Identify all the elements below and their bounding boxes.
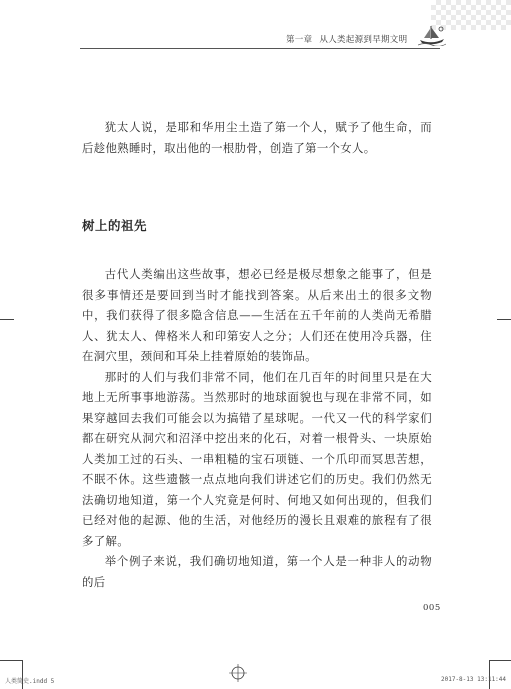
sailboat-icon — [418, 24, 446, 46]
running-header — [286, 33, 418, 45]
paragraph: 古代人类编出这些故事，想必已经是极尽想象之能事了，但是很多事情还是要回到当时才能找到答案。从后来出土的很多文物中，我们获得了很多隐含信息——生活在五千年前的人类尚无希腊人、犹太人、俾格米人和印第安人之分；人们还在使用冷兵器，住在洞穴里，颈间和耳朵上挂着原始的装饰品。 — [82, 267, 432, 363]
paragraph: 举个例子来说，我们确切地知道，第一个人是一种非人的动物的后 — [82, 554, 432, 589]
paragraph: 那时的人们与我们非常不同，他们在几百年的时间里只是在大地上无所事事地游荡。当然那时的地球面貌也与现在非常不同，如果穿越回去我们可能会以为搞错了星球呢。一代又一代的科学家们都在研究从洞穴和沼泽中挖出来的化石，对着一根骨头、一块原始人类加工过的石头、一串粗糙的宝石项链、一个爪印而冥思苦想，不眠不休。这些遗骸一点点地向我们讲述它们的历史。我们仍然无法确切地知道，第一个人究竟是何时、何地又如何出现的，但我们已经对他的起源、他的生活，对他经历的漫长且艰难的旅程有了很多了解。 — [82, 369, 432, 548]
crop-mark — [489, 660, 511, 661]
crop-mark — [489, 660, 490, 689]
print-slug-timestamp: 2017-8-13 13:11:44 — [441, 676, 507, 683]
chapter-title: 从人类起源到早期文明 — [319, 35, 408, 45]
crop-mark — [497, 319, 511, 320]
paragraph: 犹太人说，是耶和华用尘土造了第一个人，赋予了他生命，而后趁他熟睡时，取出他的一根肋骨，创造了第一个女人。 — [82, 120, 432, 155]
header-rule — [80, 48, 440, 49]
print-slug-file: 人类简史.indd 5 — [5, 678, 55, 685]
page-body — [82, 117, 432, 592]
chapter-label: 第一章 — [286, 35, 313, 45]
page-number: 005 — [423, 603, 441, 613]
section-heading: 树上的祖先 — [82, 218, 148, 233]
crop-mark — [0, 319, 14, 320]
crop-mark — [0, 660, 22, 661]
registration-mark-icon — [229, 664, 247, 682]
